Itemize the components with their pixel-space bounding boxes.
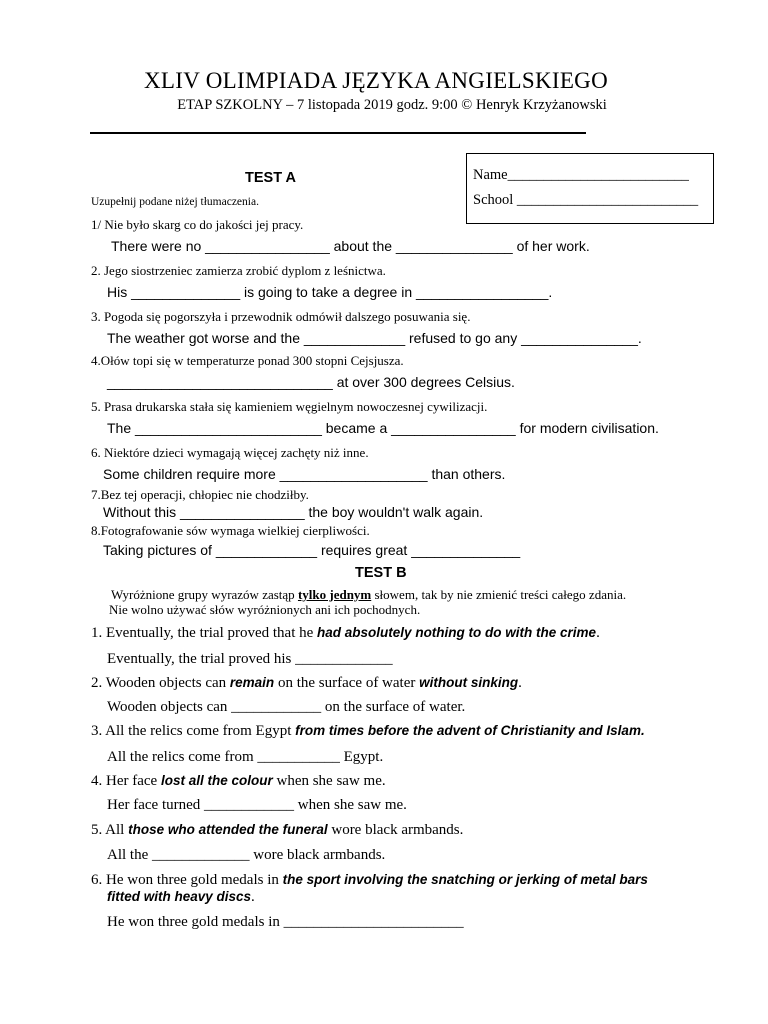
test-a-item-7-en[interactable]: Without this ________________ the boy wouldn't walk again. [103, 504, 484, 520]
test-a-item-3-pl: 3. Pogoda się pogorszyła i przewodnik odmówił dalszego posuwania się. [91, 309, 471, 324]
test-a-heading: TEST A [245, 170, 297, 186]
test-a-item-3-en[interactable]: The weather got worse and the _____________ refused to go any _______________. [107, 330, 642, 346]
test-a-item-7-pl: 7.Bez tej operacji, chłopiec nie chodziłby. [91, 487, 309, 502]
test-b-item-6-emph: the sport involving the snatching or jerking of metal bars [282, 872, 648, 887]
test-a-item-5-pl: 5. Prasa drukarska stała się kamieniem węgielnym nowoczesnej cywilizacji. [91, 399, 488, 414]
test-b-item-6-post: . [251, 889, 255, 905]
test-b-item-1 [91, 625, 600, 642]
test-b-item-2-answer[interactable]: Wooden objects can ____________ on the surface of water. [107, 699, 466, 715]
test-a-item-4-en[interactable]: _____________________________ at over 300 degrees Celsius. [107, 374, 515, 390]
test-b-item-5-answer[interactable]: All the _____________ wore black armbands. [107, 847, 386, 863]
test-b-item-6-answer[interactable]: He won three gold medals in ________________________ [107, 914, 464, 930]
test-b-item-6-line-2 [107, 889, 255, 906]
name-label: Name [473, 167, 508, 183]
test-a-item-1-pl: 1/ Nie było skarg co do jakości jej pracy. [91, 217, 304, 232]
test-a-item-6-en[interactable]: Some children require more ___________________ than others. [103, 466, 506, 482]
title-divider [90, 132, 586, 134]
test-b-item-2-pre: 2. Wooden objects can [91, 675, 230, 691]
test-a-item-2-pl: 2. Jego siostrzeniec zamierza zrobić dyplom z leśnictwa. [91, 263, 386, 278]
test-b-item-5 [91, 822, 463, 839]
school-label: School [473, 192, 514, 208]
name-school-box [466, 153, 714, 224]
test-b-item-1-emph: had absolutely nothing to do with the crime [317, 625, 597, 640]
test-b-item-4-post: when she saw me. [272, 773, 386, 789]
page-subtitle: ETAP SZKOLNY – 7 listopada 2019 godz. 9:00 © Henryk Krzyżanowski [177, 97, 607, 113]
test-b-item-3-answer[interactable]: All the relics come from ___________ Egypt. [107, 749, 384, 765]
test-a-item-2-en[interactable]: His ______________ is going to take a degree in _________________. [107, 284, 553, 300]
test-b-item-6-pre: 6. He won three gold medals in [91, 872, 283, 888]
test-b-item-5-emph: those who attended the funeral [128, 822, 328, 837]
test-b-item-2-post: . [518, 675, 522, 691]
test-a-item-8-pl: 8.Fotografowanie sów wymaga wielkiej cierpliwości. [91, 523, 370, 538]
test-a-instruction: Uzupełnij podane niżej tłumaczenia. [91, 196, 259, 208]
test-b-item-2-emph: remain [229, 675, 275, 690]
test-a-item-5-en[interactable]: The ________________________ became a ________________ for modern civilisation. [107, 420, 659, 436]
test-b-item-6-emph-line-2: fitted with heavy discs [107, 889, 252, 904]
test-b-item-2 [91, 675, 522, 692]
test-b-item-3-pre: 3. All the relics come from Egypt [91, 723, 296, 739]
test-b-item-1-answer[interactable]: Eventually, the trial proved his _____________ [107, 651, 393, 667]
test-b-item-6 [91, 872, 648, 889]
test-a-item-8-en[interactable]: Taking pictures of _____________ requires great ______________ [103, 542, 521, 558]
school-field[interactable] [473, 192, 698, 209]
test-b-instruction-1-pre: Wyróżnione grupy wyrazów zastąp [111, 587, 298, 602]
test-b-item-1-post: . [596, 625, 600, 641]
test-b-item-2-mid: on the surface of water [274, 675, 420, 691]
test-b-instruction-1-emph: tylko jednym [297, 587, 372, 602]
name-field[interactable] [473, 167, 689, 184]
test-b-item-3-emph: from times before the advent of Christianity and Islam. [295, 723, 645, 738]
test-a-item-1-en[interactable]: There were no ________________ about the _______________ of her work. [111, 238, 590, 254]
test-a-item-6-pl: 6. Niektóre dzieci wymagają więcej zachęty niż inne. [91, 445, 369, 460]
page-title: XLIV OLIMPIADA JĘZYKA ANGIELSKIEGO [143, 68, 608, 93]
test-b-item-4-answer[interactable]: Her face turned ____________ when she saw me. [107, 797, 407, 813]
test-b-item-2-emph-2: without sinking [419, 675, 519, 690]
test-a-item-4-pl: 4.Ołów topi się w temperaturze ponad 300 stopni Cejsjusza. [91, 353, 404, 368]
test-b-instruction-1 [111, 587, 626, 603]
test-b-instruction-1-post: słowem, tak by nie zmienić treści całego zdania. [371, 587, 627, 602]
test-b-item-4-emph: lost all the colour [160, 773, 273, 788]
test-b-item-5-pre: 5. All [91, 822, 129, 838]
test-b-heading: TEST B [355, 565, 407, 581]
test-b-item-4-pre: 4. Her face [91, 773, 161, 789]
school-blank[interactable]: _________________________ [516, 192, 699, 208]
test-b-item-4 [91, 773, 386, 790]
test-b-item-3 [91, 723, 645, 740]
test-b-instruction-2: Nie wolno używać słów wyróżnionych ani ich pochodnych. [109, 602, 421, 617]
name-blank[interactable]: _________________________ [507, 167, 689, 183]
test-b-item-1-pre: 1. Eventually, the trial proved that he [91, 625, 318, 641]
test-b-item-5-post: wore black armbands. [327, 822, 464, 838]
